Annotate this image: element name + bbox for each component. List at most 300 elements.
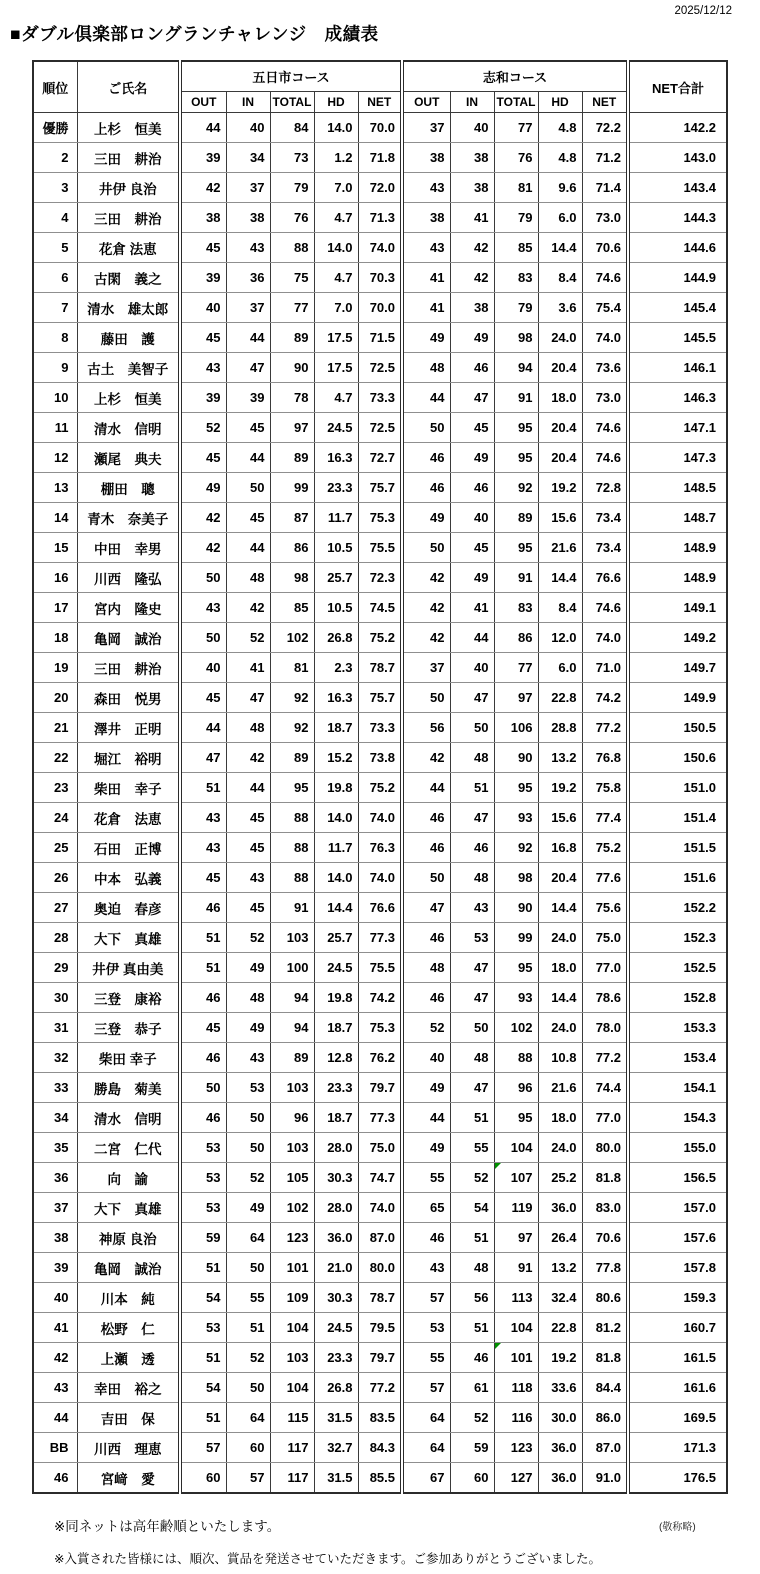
- header-itsukaichi-course: 五日市コース: [180, 61, 402, 92]
- rank-cell: 9: [33, 353, 77, 383]
- shiwa-in-cell: 49: [450, 323, 494, 353]
- itsukaichi-net-cell: 70.0: [358, 293, 402, 323]
- itsukaichi-hd-cell: 23.3: [314, 1343, 358, 1373]
- shiwa-hd-cell: 15.6: [538, 803, 582, 833]
- shiwa-hd-cell: 36.0: [538, 1433, 582, 1463]
- shiwa-out-cell: 46: [402, 923, 450, 953]
- name-cell: 奥迫 春彦: [77, 893, 180, 923]
- itsukaichi-hd-cell: 32.7: [314, 1433, 358, 1463]
- shiwa-net-cell: 77.6: [582, 863, 628, 893]
- shiwa-in-cell: 46: [450, 1343, 494, 1373]
- rank-cell: 14: [33, 503, 77, 533]
- shiwa-total-cell: 95: [494, 413, 538, 443]
- shiwa-net-cell: 73.6: [582, 353, 628, 383]
- rank-cell: 18: [33, 623, 77, 653]
- rank-cell: 38: [33, 1223, 77, 1253]
- shiwa-total-cell: 119: [494, 1193, 538, 1223]
- shiwa-out-cell: 64: [402, 1433, 450, 1463]
- shiwa-hd-cell: 14.4: [538, 983, 582, 1013]
- shiwa-net-cell: 73.4: [582, 503, 628, 533]
- shiwa-hd-cell: 24.0: [538, 1013, 582, 1043]
- shiwa-net-cell: 84.4: [582, 1373, 628, 1403]
- itsukaichi-in-cell: 52: [226, 1163, 270, 1193]
- itsukaichi-out-cell: 51: [180, 1403, 226, 1433]
- shiwa-out-cell: 43: [402, 233, 450, 263]
- net-total-cell: 157.6: [628, 1223, 727, 1253]
- itsukaichi-in-cell: 48: [226, 983, 270, 1013]
- shiwa-out-cell: 55: [402, 1163, 450, 1193]
- itsukaichi-total-cell: 102: [270, 1193, 314, 1223]
- rank-cell: 33: [33, 1073, 77, 1103]
- itsukaichi-net-cell: 85.5: [358, 1463, 402, 1494]
- itsukaichi-hd-cell: 11.7: [314, 833, 358, 863]
- score-table: [32, 60, 728, 1494]
- shiwa-total-cell: 77: [494, 653, 538, 683]
- shiwa-net-cell: 75.0: [582, 923, 628, 953]
- shiwa-in-cell: 41: [450, 203, 494, 233]
- table-row: [33, 713, 727, 743]
- itsukaichi-in-cell: 60: [226, 1433, 270, 1463]
- shiwa-out-cell: 49: [402, 1133, 450, 1163]
- name-cell: 清水 雄太郎: [77, 293, 180, 323]
- name-cell: 亀岡 誠治: [77, 623, 180, 653]
- itsukaichi-total-cell: 105: [270, 1163, 314, 1193]
- shiwa-out-cell: 46: [402, 833, 450, 863]
- net-total-cell: 169.5: [628, 1403, 727, 1433]
- itsukaichi-hd-cell: 25.7: [314, 923, 358, 953]
- itsukaichi-hd-cell: 36.0: [314, 1223, 358, 1253]
- shiwa-out-cell: 49: [402, 323, 450, 353]
- itsukaichi-hd-cell: 24.5: [314, 413, 358, 443]
- itsukaichi-out-cell: 44: [180, 113, 226, 143]
- shiwa-in-cell: 48: [450, 863, 494, 893]
- itsukaichi-in-cell: 44: [226, 443, 270, 473]
- net-total-cell: 148.9: [628, 563, 727, 593]
- name-cell: 堀江 裕明: [77, 743, 180, 773]
- itsukaichi-in-cell: 48: [226, 563, 270, 593]
- itsukaichi-hd-cell: 10.5: [314, 533, 358, 563]
- shiwa-out-cell: 46: [402, 443, 450, 473]
- shiwa-hd-cell: 22.8: [538, 1313, 582, 1343]
- itsukaichi-hd-cell: 31.5: [314, 1403, 358, 1433]
- table-row: [33, 383, 727, 413]
- itsukaichi-in-cell: 44: [226, 773, 270, 803]
- itsukaichi-out-cell: 59: [180, 1223, 226, 1253]
- itsukaichi-in-cell: 43: [226, 863, 270, 893]
- rank-cell: 22: [33, 743, 77, 773]
- itsukaichi-out-cell: 51: [180, 773, 226, 803]
- itsukaichi-net-cell: 77.3: [358, 1103, 402, 1133]
- shiwa-total-cell: 93: [494, 803, 538, 833]
- shiwa-total-cell: 94: [494, 353, 538, 383]
- shiwa-hd-cell: 19.2: [538, 473, 582, 503]
- itsukaichi-in-cell: 41: [226, 653, 270, 683]
- table-row: [33, 533, 727, 563]
- itsukaichi-total-cell: 117: [270, 1433, 314, 1463]
- itsukaichi-in-cell: 50: [226, 1253, 270, 1283]
- name-cell: 花倉 法恵: [77, 233, 180, 263]
- rank-cell: 8: [33, 323, 77, 353]
- itsukaichi-total-cell: 103: [270, 1133, 314, 1163]
- itsukaichi-total-cell: 99: [270, 473, 314, 503]
- shiwa-out-cell: 43: [402, 1253, 450, 1283]
- shiwa-total-cell: 99: [494, 923, 538, 953]
- table-row: [33, 1163, 727, 1193]
- shiwa-hd-cell: 22.8: [538, 683, 582, 713]
- shiwa-net-cell: 77.0: [582, 953, 628, 983]
- name-cell: 清水 信明: [77, 413, 180, 443]
- itsukaichi-net-cell: 76.3: [358, 833, 402, 863]
- itsukaichi-hd-cell: 4.7: [314, 383, 358, 413]
- name-cell: 清水 信明: [77, 1103, 180, 1133]
- name-cell: 幸田 裕之: [77, 1373, 180, 1403]
- shiwa-net-cell: 77.8: [582, 1253, 628, 1283]
- itsukaichi-in-cell: 50: [226, 473, 270, 503]
- shiwa-out-cell: 48: [402, 353, 450, 383]
- name-cell: 二宮 仁代: [77, 1133, 180, 1163]
- itsukaichi-in-cell: 36: [226, 263, 270, 293]
- shiwa-net-cell: 81.8: [582, 1343, 628, 1373]
- shiwa-out-cell: 50: [402, 413, 450, 443]
- shiwa-out-cell: 47: [402, 893, 450, 923]
- itsukaichi-out-cell: 51: [180, 923, 226, 953]
- itsukaichi-hd-cell: 16.3: [314, 683, 358, 713]
- itsukaichi-total-cell: 123: [270, 1223, 314, 1253]
- shiwa-hd-cell: 26.4: [538, 1223, 582, 1253]
- shiwa-in-cell: 51: [450, 1223, 494, 1253]
- shiwa-in-cell: 46: [450, 833, 494, 863]
- header-rank: 順位: [33, 61, 77, 113]
- net-total-cell: 157.8: [628, 1253, 727, 1283]
- itsukaichi-hd-cell: 7.0: [314, 173, 358, 203]
- itsukaichi-in-cell: 49: [226, 1013, 270, 1043]
- itsukaichi-net-cell: 73.8: [358, 743, 402, 773]
- shiwa-net-cell: 71.2: [582, 143, 628, 173]
- itsukaichi-out-cell: 45: [180, 233, 226, 263]
- shiwa-net-cell: 80.0: [582, 1133, 628, 1163]
- itsukaichi-total-cell: 87: [270, 503, 314, 533]
- itsukaichi-in-cell: 64: [226, 1223, 270, 1253]
- itsukaichi-in-cell: 57: [226, 1463, 270, 1494]
- name-cell: 川本 純: [77, 1283, 180, 1313]
- shiwa-total-cell: 107: [494, 1163, 538, 1193]
- itsukaichi-out-cell: 45: [180, 863, 226, 893]
- name-cell: 花倉 法恵: [77, 803, 180, 833]
- itsukaichi-hd-cell: 18.7: [314, 1103, 358, 1133]
- shiwa-net-cell: 70.6: [582, 1223, 628, 1253]
- shiwa-total-cell: 91: [494, 563, 538, 593]
- itsukaichi-out-cell: 43: [180, 833, 226, 863]
- name-cell: 森田 悦男: [77, 683, 180, 713]
- shiwa-in-cell: 51: [450, 773, 494, 803]
- name-cell: 三登 康裕: [77, 983, 180, 1013]
- net-total-cell: 145.4: [628, 293, 727, 323]
- shiwa-total-cell: 95: [494, 773, 538, 803]
- itsukaichi-out-cell: 53: [180, 1133, 226, 1163]
- net-total-cell: 149.7: [628, 653, 727, 683]
- shiwa-in-cell: 49: [450, 563, 494, 593]
- itsukaichi-net-cell: 75.7: [358, 683, 402, 713]
- shiwa-in-cell: 46: [450, 473, 494, 503]
- shiwa-total-cell: 97: [494, 1223, 538, 1253]
- shiwa-in-cell: 51: [450, 1313, 494, 1343]
- shiwa-net-cell: 74.6: [582, 263, 628, 293]
- shiwa-in-cell: 50: [450, 1013, 494, 1043]
- shiwa-total-cell: 98: [494, 863, 538, 893]
- rank-cell: 12: [33, 443, 77, 473]
- itsukaichi-out-cell: 54: [180, 1373, 226, 1403]
- shiwa-out-cell: 46: [402, 473, 450, 503]
- shiwa-in-cell: 47: [450, 1073, 494, 1103]
- shiwa-net-cell: 77.0: [582, 1103, 628, 1133]
- table-row: [33, 293, 727, 323]
- itsukaichi-hd-cell: 16.3: [314, 443, 358, 473]
- table-row: [33, 1463, 727, 1494]
- header-shiwa-out: OUT: [402, 92, 450, 113]
- itsukaichi-in-cell: 52: [226, 923, 270, 953]
- shiwa-out-cell: 67: [402, 1463, 450, 1494]
- shiwa-total-cell: 127: [494, 1463, 538, 1494]
- table-row: [33, 563, 727, 593]
- shiwa-out-cell: 41: [402, 293, 450, 323]
- net-total-cell: 144.6: [628, 233, 727, 263]
- itsukaichi-in-cell: 49: [226, 1193, 270, 1223]
- shiwa-net-cell: 74.0: [582, 623, 628, 653]
- shiwa-net-cell: 73.0: [582, 203, 628, 233]
- shiwa-out-cell: 48: [402, 953, 450, 983]
- shiwa-out-cell: 41: [402, 263, 450, 293]
- rank-cell: 28: [33, 923, 77, 953]
- rank-cell: 15: [33, 533, 77, 563]
- shiwa-total-cell: 95: [494, 533, 538, 563]
- net-total-cell: 155.0: [628, 1133, 727, 1163]
- shiwa-total-cell: 79: [494, 293, 538, 323]
- shiwa-net-cell: 87.0: [582, 1433, 628, 1463]
- itsukaichi-hd-cell: 19.8: [314, 773, 358, 803]
- itsukaichi-net-cell: 72.3: [358, 563, 402, 593]
- shiwa-net-cell: 73.4: [582, 533, 628, 563]
- table-row: [33, 1343, 727, 1373]
- table-row: [33, 863, 727, 893]
- shiwa-in-cell: 47: [450, 983, 494, 1013]
- itsukaichi-net-cell: 76.6: [358, 893, 402, 923]
- shiwa-in-cell: 38: [450, 293, 494, 323]
- itsukaichi-net-cell: 80.0: [358, 1253, 402, 1283]
- rank-cell: 41: [33, 1313, 77, 1343]
- itsukaichi-in-cell: 43: [226, 1043, 270, 1073]
- header-name: ご氏名: [77, 61, 180, 113]
- itsukaichi-in-cell: 34: [226, 143, 270, 173]
- rank-cell: 5: [33, 233, 77, 263]
- itsukaichi-net-cell: 75.5: [358, 953, 402, 983]
- itsukaichi-in-cell: 55: [226, 1283, 270, 1313]
- shiwa-in-cell: 55: [450, 1133, 494, 1163]
- table-row: [33, 1103, 727, 1133]
- shiwa-hd-cell: 20.4: [538, 863, 582, 893]
- table-row: [33, 233, 727, 263]
- itsukaichi-net-cell: 75.5: [358, 533, 402, 563]
- itsukaichi-hd-cell: 14.0: [314, 863, 358, 893]
- shiwa-total-cell: 79: [494, 203, 538, 233]
- itsukaichi-out-cell: 42: [180, 503, 226, 533]
- itsukaichi-net-cell: 84.3: [358, 1433, 402, 1463]
- itsukaichi-net-cell: 74.0: [358, 1193, 402, 1223]
- itsukaichi-total-cell: 95: [270, 773, 314, 803]
- header-net-total: NET合計: [628, 61, 727, 113]
- shiwa-net-cell: 70.6: [582, 233, 628, 263]
- shiwa-out-cell: 44: [402, 1103, 450, 1133]
- table-row: [33, 893, 727, 923]
- itsukaichi-net-cell: 75.0: [358, 1133, 402, 1163]
- net-total-cell: 156.5: [628, 1163, 727, 1193]
- name-cell: 澤井 正明: [77, 713, 180, 743]
- name-cell: 亀岡 誠治: [77, 1253, 180, 1283]
- itsukaichi-total-cell: 104: [270, 1373, 314, 1403]
- net-total-cell: 151.6: [628, 863, 727, 893]
- shiwa-in-cell: 51: [450, 1103, 494, 1133]
- itsukaichi-net-cell: 71.3: [358, 203, 402, 233]
- rank-cell: 37: [33, 1193, 77, 1223]
- table-row: [33, 203, 727, 233]
- itsukaichi-out-cell: 45: [180, 443, 226, 473]
- header-shiwa-total: TOTAL: [494, 92, 538, 113]
- shiwa-total-cell: 90: [494, 743, 538, 773]
- name-cell: 石田 正博: [77, 833, 180, 863]
- shiwa-in-cell: 49: [450, 443, 494, 473]
- shiwa-out-cell: 46: [402, 1223, 450, 1253]
- itsukaichi-total-cell: 89: [270, 443, 314, 473]
- itsukaichi-out-cell: 46: [180, 983, 226, 1013]
- itsukaichi-net-cell: 77.2: [358, 1373, 402, 1403]
- itsukaichi-hd-cell: 14.0: [314, 803, 358, 833]
- itsukaichi-out-cell: 40: [180, 293, 226, 323]
- itsukaichi-hd-cell: 15.2: [314, 743, 358, 773]
- shiwa-net-cell: 76.8: [582, 743, 628, 773]
- itsukaichi-total-cell: 89: [270, 1043, 314, 1073]
- header-shiwa-course: 志和コース: [402, 61, 628, 92]
- shiwa-in-cell: 40: [450, 653, 494, 683]
- net-total-cell: 152.8: [628, 983, 727, 1013]
- shiwa-in-cell: 44: [450, 623, 494, 653]
- itsukaichi-hd-cell: 17.5: [314, 353, 358, 383]
- net-total-cell: 150.6: [628, 743, 727, 773]
- itsukaichi-total-cell: 117: [270, 1463, 314, 1494]
- itsukaichi-hd-cell: 21.0: [314, 1253, 358, 1283]
- shiwa-net-cell: 74.4: [582, 1073, 628, 1103]
- shiwa-net-cell: 72.2: [582, 113, 628, 143]
- shiwa-in-cell: 45: [450, 533, 494, 563]
- shiwa-total-cell: 118: [494, 1373, 538, 1403]
- net-total-cell: 176.5: [628, 1463, 727, 1494]
- shiwa-in-cell: 53: [450, 923, 494, 953]
- shiwa-total-cell: 85: [494, 233, 538, 263]
- shiwa-hd-cell: 9.6: [538, 173, 582, 203]
- itsukaichi-out-cell: 40: [180, 653, 226, 683]
- itsukaichi-out-cell: 47: [180, 743, 226, 773]
- name-cell: 三田 耕治: [77, 653, 180, 683]
- net-total-cell: 152.2: [628, 893, 727, 923]
- itsukaichi-out-cell: 39: [180, 383, 226, 413]
- itsukaichi-hd-cell: 11.7: [314, 503, 358, 533]
- itsukaichi-hd-cell: 28.0: [314, 1133, 358, 1163]
- itsukaichi-net-cell: 74.0: [358, 803, 402, 833]
- shiwa-hd-cell: 16.8: [538, 833, 582, 863]
- itsukaichi-in-cell: 44: [226, 533, 270, 563]
- itsukaichi-total-cell: 103: [270, 923, 314, 953]
- shiwa-hd-cell: 8.4: [538, 263, 582, 293]
- itsukaichi-hd-cell: 19.8: [314, 983, 358, 1013]
- shiwa-in-cell: 41: [450, 593, 494, 623]
- net-total-cell: 157.0: [628, 1193, 727, 1223]
- itsukaichi-hd-cell: 25.7: [314, 563, 358, 593]
- shiwa-net-cell: 75.2: [582, 833, 628, 863]
- shiwa-out-cell: 53: [402, 1313, 450, 1343]
- rank-cell: 34: [33, 1103, 77, 1133]
- itsukaichi-hd-cell: 30.3: [314, 1163, 358, 1193]
- itsukaichi-total-cell: 92: [270, 683, 314, 713]
- shiwa-hd-cell: 25.2: [538, 1163, 582, 1193]
- itsukaichi-net-cell: 72.5: [358, 353, 402, 383]
- name-cell: 宮内 隆史: [77, 593, 180, 623]
- itsukaichi-in-cell: 43: [226, 233, 270, 263]
- table-row: [33, 263, 727, 293]
- itsukaichi-hd-cell: 2.3: [314, 653, 358, 683]
- table-row: [33, 323, 727, 353]
- itsukaichi-hd-cell: 17.5: [314, 323, 358, 353]
- table-row: [33, 833, 727, 863]
- itsukaichi-net-cell: 74.5: [358, 593, 402, 623]
- name-cell: 棚田 聰: [77, 473, 180, 503]
- net-total-cell: 161.6: [628, 1373, 727, 1403]
- name-cell: 松野 仁: [77, 1313, 180, 1343]
- shiwa-total-cell: 92: [494, 473, 538, 503]
- itsukaichi-total-cell: 89: [270, 743, 314, 773]
- itsukaichi-hd-cell: 14.0: [314, 113, 358, 143]
- itsukaichi-net-cell: 75.3: [358, 503, 402, 533]
- header-shiwa-net: NET: [582, 92, 628, 113]
- itsukaichi-out-cell: 42: [180, 533, 226, 563]
- shiwa-hd-cell: 28.8: [538, 713, 582, 743]
- shiwa-in-cell: 59: [450, 1433, 494, 1463]
- itsukaichi-out-cell: 52: [180, 413, 226, 443]
- itsukaichi-out-cell: 60: [180, 1463, 226, 1494]
- itsukaichi-total-cell: 75: [270, 263, 314, 293]
- itsukaichi-in-cell: 45: [226, 893, 270, 923]
- shiwa-total-cell: 113: [494, 1283, 538, 1313]
- shiwa-net-cell: 78.0: [582, 1013, 628, 1043]
- rank-cell: 40: [33, 1283, 77, 1313]
- itsukaichi-total-cell: 92: [270, 713, 314, 743]
- rank-cell: 4: [33, 203, 77, 233]
- shiwa-out-cell: 50: [402, 533, 450, 563]
- net-total-cell: 152.3: [628, 923, 727, 953]
- rank-cell: 46: [33, 1463, 77, 1494]
- shiwa-total-cell: 83: [494, 593, 538, 623]
- shiwa-total-cell: 76: [494, 143, 538, 173]
- shiwa-net-cell: 74.6: [582, 443, 628, 473]
- itsukaichi-total-cell: 88: [270, 233, 314, 263]
- name-cell: 古土 美智子: [77, 353, 180, 383]
- shiwa-hd-cell: 20.4: [538, 353, 582, 383]
- itsukaichi-hd-cell: 30.3: [314, 1283, 358, 1313]
- itsukaichi-in-cell: 50: [226, 1103, 270, 1133]
- table-row: [33, 1283, 727, 1313]
- itsukaichi-hd-cell: 23.3: [314, 473, 358, 503]
- itsukaichi-net-cell: 71.8: [358, 143, 402, 173]
- shiwa-out-cell: 42: [402, 743, 450, 773]
- rank-cell: 36: [33, 1163, 77, 1193]
- itsukaichi-net-cell: 74.2: [358, 983, 402, 1013]
